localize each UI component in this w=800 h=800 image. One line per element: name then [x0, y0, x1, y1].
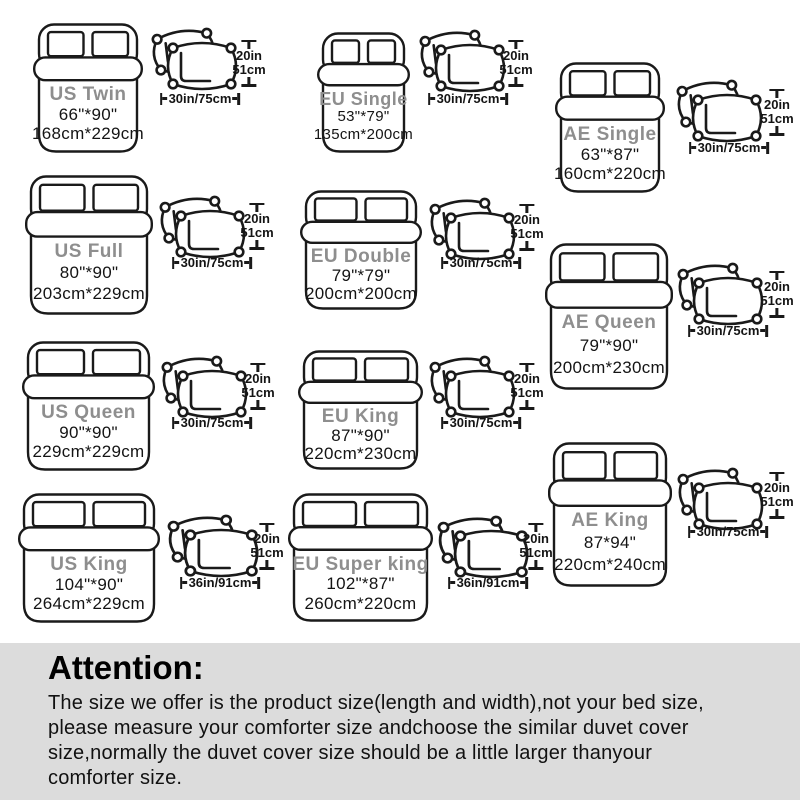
- ruler-tick: [518, 257, 520, 269]
- ruler-tick: [257, 577, 259, 589]
- pillow-height-cm-label: 51cm: [240, 225, 274, 241]
- pillow-height-measure: [760, 472, 793, 519]
- bed-size-cm: 220cm*240cm: [554, 555, 666, 575]
- bed-size-cm: 229cm*229cm: [32, 442, 145, 462]
- bed-size-inches: 53"*79": [337, 108, 390, 126]
- pillow-height-cm-label: 51cm: [250, 545, 284, 561]
- pillow-height-measure: [510, 204, 543, 251]
- bed-size-inches: 79"*79": [331, 265, 391, 285]
- pillow-width-label: 30in/75cm: [168, 91, 232, 106]
- ruler-tick: [770, 516, 785, 518]
- bed-size-cm: 264cm*229cm: [33, 594, 145, 614]
- pillow-height-labels: [250, 532, 283, 560]
- pillow-width-measure: [448, 575, 528, 590]
- pillow-width-measure: [428, 91, 508, 106]
- ruler-tick: [249, 257, 251, 269]
- bed-size-inches: 63"*87": [580, 144, 640, 164]
- pillow-width-measure: [172, 415, 252, 430]
- pillow-height-cm-label: 51cm: [760, 293, 794, 309]
- pillow-height-in-label: 20in: [763, 279, 790, 295]
- pillow-height-cm-label: 51cm: [510, 226, 544, 242]
- pillow-height-labels: [519, 532, 552, 560]
- pillow-height-cm-label: 51cm: [499, 62, 533, 78]
- pillow-height-in-label: 20in: [513, 212, 540, 228]
- pillow-height-labels: [760, 98, 793, 126]
- pillow-width-measure: [688, 524, 768, 539]
- ruler-line: [526, 241, 528, 248]
- bed-size-inches: 87"*90": [331, 425, 390, 445]
- ruler-line: [776, 126, 778, 133]
- bed-size-cm: 200cm*230cm: [553, 357, 665, 377]
- bed-size-inches: 102"*87": [326, 574, 395, 594]
- bed-size-name: US Full: [54, 240, 124, 262]
- pillow-width-label: 30in/75cm: [696, 524, 760, 539]
- pillow-height-measure: [519, 523, 552, 570]
- ruler-tick: [525, 577, 527, 589]
- pillow-height-measure: [760, 271, 793, 318]
- pillow-height-cm-label: 51cm: [760, 494, 794, 510]
- bed-size-inches: 90"*90": [59, 422, 118, 442]
- ruler-line: [776, 308, 778, 315]
- pillow-height-cm-label: 51cm: [519, 545, 553, 561]
- ruler-tick: [765, 325, 767, 337]
- pillow-height-labels: [510, 213, 543, 241]
- bed-size-cm: 200cm*200cm: [305, 283, 417, 303]
- pillow-height-in-label: 20in: [763, 480, 790, 496]
- pillow-height-labels: [760, 280, 793, 308]
- ruler-tick: [251, 407, 266, 409]
- attention-text-line: please measure your comforter size andchoose the similar duvet cover: [48, 717, 689, 739]
- pillow-height-labels: [240, 212, 273, 240]
- ruler-tick: [260, 567, 275, 569]
- attention-text-line: The size we offer is the product size(length and width),not your bed size,: [48, 692, 704, 714]
- pillow-height-measure: [240, 203, 273, 250]
- pillow-height-labels: [760, 481, 793, 509]
- pillow-height-labels: [232, 49, 265, 77]
- pillow-width-label: 30in/75cm: [696, 323, 760, 338]
- pillow-height-measure: [760, 89, 793, 136]
- pillow-width-label: 30in/75cm: [697, 140, 761, 155]
- ruler-tick: [237, 93, 239, 105]
- pillow-height-labels: [241, 372, 274, 400]
- pillow-height-cm-label: 51cm: [510, 385, 544, 401]
- attention-title: Attention:: [48, 649, 204, 686]
- attention-section: [0, 643, 800, 800]
- ruler-line: [776, 509, 778, 516]
- ruler-tick: [509, 84, 524, 86]
- ruler-line: [535, 560, 537, 567]
- bed-size-inches: 87*94": [583, 533, 637, 553]
- pillow-width-label: 30in/75cm: [180, 415, 244, 430]
- bed-size-name: US King: [50, 554, 128, 576]
- pillow-height-measure: [510, 363, 543, 410]
- ruler-tick: [770, 133, 785, 135]
- pillow-width-measure: [441, 415, 521, 430]
- ruler-line: [256, 240, 258, 247]
- ruler-line: [526, 400, 528, 407]
- ruler-tick: [242, 84, 257, 86]
- pillow-width-label: 36in/91cm: [188, 575, 252, 590]
- bed-size-inches: 80"*90": [59, 263, 119, 283]
- pillow-width-measure: [180, 575, 260, 590]
- attention-body: [48, 691, 704, 791]
- pillow-width-label: 30in/75cm: [436, 91, 500, 106]
- ruler-tick: [249, 417, 251, 429]
- bed-size-name: US Twin: [49, 84, 127, 106]
- pillow-width-measure: [689, 140, 769, 155]
- pillow-height-labels: [510, 372, 543, 400]
- ruler-line: [248, 77, 250, 84]
- ruler-tick: [520, 407, 535, 409]
- bed-size-name: EU Super king: [292, 553, 429, 575]
- pillow-height-measure: [232, 40, 265, 87]
- ruler-tick: [770, 315, 785, 317]
- ruler-tick: [520, 248, 535, 250]
- ruler-line: [515, 77, 517, 84]
- ruler-tick: [766, 142, 768, 154]
- pillow-width-measure: [688, 323, 768, 338]
- bed-size-name: EU Single: [319, 88, 408, 109]
- pillow-height-in-label: 20in: [244, 371, 271, 387]
- bed-size-cm: 168cm*229cm: [32, 124, 144, 144]
- ruler-tick: [529, 567, 544, 569]
- bed-size-cm: 203cm*229cm: [33, 284, 145, 304]
- bed-size-cm: 260cm*220cm: [304, 593, 417, 613]
- bed-size-name: AE Queen: [561, 312, 657, 334]
- bed-size-cm: 160cm*220cm: [554, 164, 666, 184]
- attention-text-line: comforter size.: [48, 767, 183, 789]
- pillow-width-measure: [172, 255, 252, 270]
- bed-size-name: EU Double: [310, 246, 412, 268]
- bed-size-name: AE King: [571, 510, 649, 532]
- pillow-height-cm-label: 51cm: [241, 385, 275, 401]
- pillow-height-in-label: 20in: [522, 531, 549, 547]
- pillow-height-in-label: 20in: [502, 48, 529, 64]
- pillow-height-in-label: 20in: [763, 97, 790, 113]
- pillow-height-cm-label: 51cm: [232, 62, 266, 78]
- pillow-height-labels: [499, 49, 532, 77]
- pillow-width-label: 30in/75cm: [180, 255, 244, 270]
- ruler-line: [266, 560, 268, 567]
- pillow-height-in-label: 20in: [513, 371, 540, 387]
- bed-size-inches: 66"*90": [58, 104, 118, 124]
- pillow-width-measure: [160, 91, 240, 106]
- bed-size-inches: 104"*90": [54, 574, 124, 594]
- ruler-line: [257, 400, 259, 407]
- pillow-height-measure: [241, 363, 274, 410]
- bed-size-name: EU King: [321, 406, 400, 428]
- ruler-tick: [505, 93, 507, 105]
- bed-size-cm: 220cm*230cm: [304, 443, 417, 463]
- ruler-tick: [765, 526, 767, 538]
- pillow-width-label: 30in/75cm: [449, 255, 513, 270]
- bed-size-name: AE Single: [563, 123, 657, 145]
- pillow-height-in-label: 20in: [243, 211, 270, 227]
- pillow-height-in-label: 20in: [253, 531, 280, 547]
- ruler-tick: [250, 247, 265, 249]
- pillow-height-measure: [250, 523, 283, 570]
- pillow-width-measure: [441, 255, 521, 270]
- bed-size-cm: 135cm*200cm: [313, 126, 414, 144]
- pillow-width-label: 36in/91cm: [456, 575, 520, 590]
- attention-text-line: size,normally the duvet cover size should be a little larger thanyour: [48, 742, 653, 764]
- bed-size-inches: 79"*90": [579, 335, 639, 355]
- pillow-width-label: 30in/75cm: [449, 415, 513, 430]
- pillow-height-in-label: 20in: [235, 48, 262, 64]
- pillow-height-cm-label: 51cm: [760, 111, 794, 127]
- bed-size-name: US Queen: [41, 402, 136, 424]
- pillow-height-measure: [499, 40, 532, 87]
- ruler-tick: [518, 417, 520, 429]
